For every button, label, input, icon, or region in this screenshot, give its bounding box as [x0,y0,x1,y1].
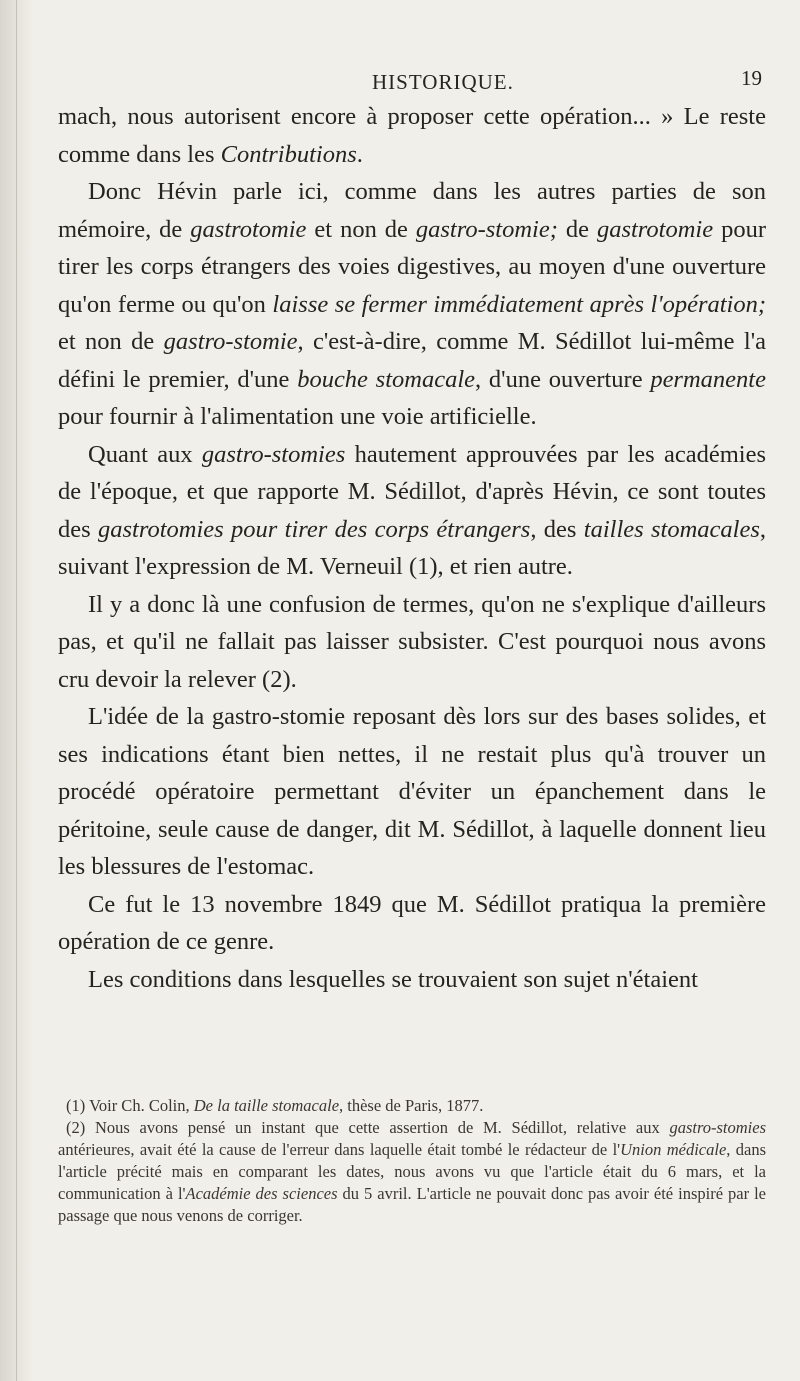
body-text [58,98,766,998]
italic-run: tailles stomacales [583,515,760,543]
paragraph [58,173,766,436]
paragraph [58,98,766,173]
italic-run: gastrotomies pour tirer des corps étrangers [98,515,531,543]
italic-run: gastrotomie [190,215,307,243]
text-run: de [557,215,597,243]
footnote [58,1117,766,1227]
text-run: (1) Voir Ch. Colin, [66,1096,194,1115]
page-gutter-shadow [0,0,34,1381]
italic-run: bouche stomacale [297,365,476,393]
text-run: et non de [58,328,164,355]
text-run: Quant aux [88,440,202,468]
italic-run: laisse se fermer immédiatement après l'opération; [272,290,767,318]
text-run: , c'est-à-dire, comme M. Sédillot lui-même l'a défini le premier, d'une [58,328,766,393]
text-run: Donc Hévin parle ici, comme dans les autres parties de son mémoire, de [58,178,766,243]
text-run: pour tirer les corps étrangers des voies digestives, au moyen d'une ouverture qu'on ferme ou qu'on [58,215,767,318]
page-number: 19 [741,66,762,90]
text-run: (2) Nous avons pensé un instant que cette assertion de M. Sédillot, relative aux [66,1118,670,1137]
text-run: pour fournir à l'alimentation une voie artificielle. [58,403,537,430]
italic-run: gastrotomie [596,215,714,243]
italic-run: gastro-stomies [669,1118,766,1137]
text-run: , thèse de Paris, 1877. [339,1096,484,1115]
italic-run: gastro-stomies [201,440,346,468]
italic-run: Académie des sciences [185,1184,338,1203]
paragraph [58,586,766,699]
text-run: hautement approuvées par les académies de l'époque, et que rapporte M. Sédillot, d'après Hévin, ce sont toutes des [58,440,766,543]
text-run: . [356,140,363,168]
footnotes [58,1095,766,1227]
text-run: Il y a donc là une confusion de termes, qu'on ne s'explique d'ailleurs pas, et qu'il ne fallait pas laisser subsister. C'est pourquoi nous avons cru devoir la relever (2). [58,590,766,693]
italic-run: gastro-stomie; [415,215,558,243]
italic-run: Union médicale [620,1140,727,1159]
italic-run: De la taille stomacale [193,1096,340,1115]
paragraph [58,961,766,999]
paragraph [58,886,766,961]
text-run: et non de [306,215,416,243]
running-title: HISTORIQUE. [372,70,514,94]
text-run: , des [530,515,584,543]
text-run: mach, nous autorisent encore à proposer cette opération... » Le reste comme dans les [58,103,766,168]
paragraph [58,698,766,886]
text-run: , suivant l'expression de M. Verneuil (1), et rien autre. [58,515,767,580]
page-edge-line [16,0,17,1381]
text-run: du 5 avril. L'article ne pouvait donc pas avoir été inspiré par le passage que nous venons de corriger. [58,1184,766,1225]
text-run: L'idée de la gastro-stomie reposant dès lors sur des bases solides, et ses indications étant bien nettes, il ne restait plus qu'à trouver un procédé opératoire permettant d'éviter un épanchement dans le péritoine, seule cause de danger, dit M. Sédillot, à laquelle donnent lieu les blessures de l'estomac. [58,703,766,880]
paragraph [58,436,766,586]
text-run: , d'une ouverture [475,365,651,393]
italic-run: permanente [650,365,766,393]
text-run: Ce fut le 13 novembre 1849 que M. Sédillot pratiqua la première opération de ce genre. [58,890,766,955]
running-header [372,66,762,100]
footnote [58,1095,766,1117]
text-run: Les conditions dans lesquelles se trouvaient son sujet n'étaient [88,965,698,993]
text-run: , dans l'article précité mais en comparant les dates, nous avons vu que l'article était du 6 mars, et la communication à l' [58,1140,767,1203]
italic-run: gastro-stomie [163,328,298,355]
italic-run: Contributions [220,140,357,168]
text-run: antérieures, avait été la cause de l'erreur dans laquelle était tombé le rédacteur de l' [58,1140,621,1159]
